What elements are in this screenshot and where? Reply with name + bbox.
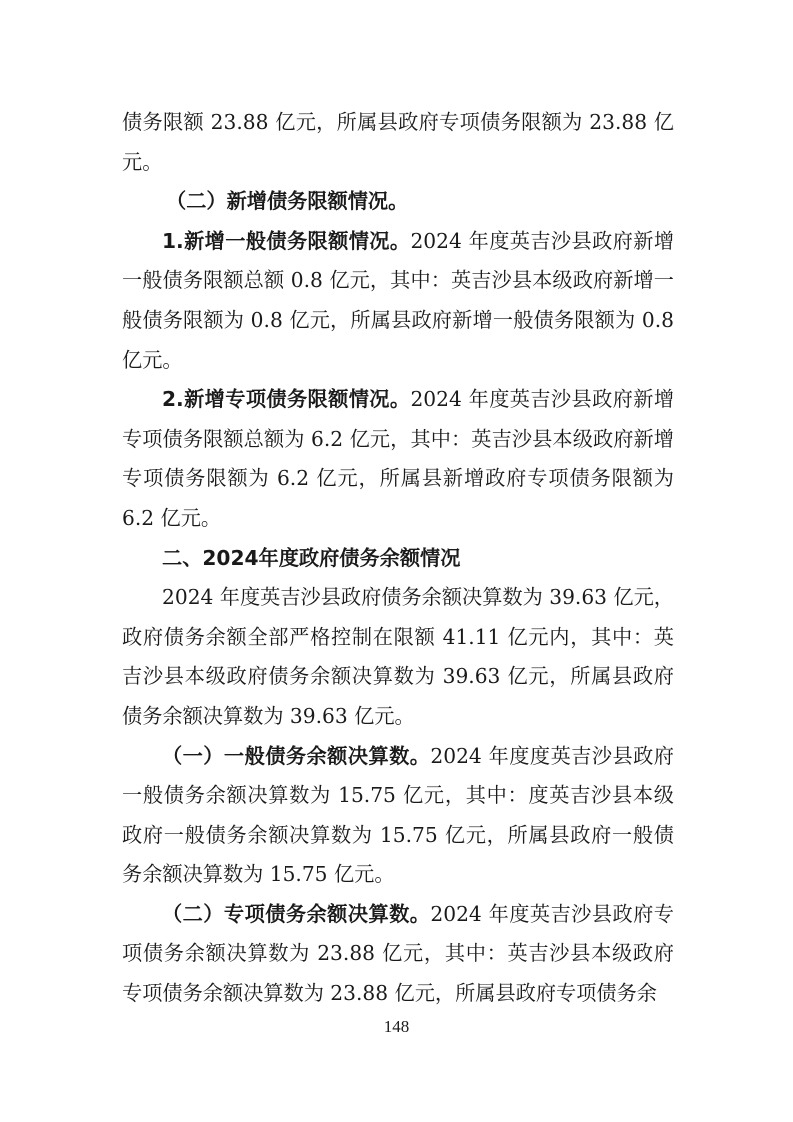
paragraph-lead: 1.新增一般债务限额情况。 <box>162 228 411 253</box>
paragraph-text: 债务限额 23.88 亿元，所属县政府专项债务限额为 23.88 亿元。 <box>122 110 674 174</box>
paragraph-new-general-debt <box>122 222 674 380</box>
paragraph-lead: 2.新增专项债务限额情况。 <box>162 387 411 412</box>
paragraph-text: 2024 年度度英吉沙县政府一般债务余额决算数为 15.75 亿元，其中：度英吉沙县本级政府一般债务余额决算数为 15.75 亿元，所属县政府一般债务余额决算数为 15.75 亿元。 <box>122 743 674 887</box>
paragraph-special-debt-balance <box>122 895 674 1014</box>
document-body <box>122 103 674 1014</box>
paragraph-text: 2024 年度英吉沙县政府新增一般债务限额总额 0.8 亿元，其中：英吉沙县本级政府新增一般债务限额为 0.8 亿元，所属县政府新增一般债务限额为 0.8 亿元。 <box>122 228 675 372</box>
page-number: 148 <box>383 1017 410 1036</box>
paragraph-lead: （一）一般债务余额决算数。 <box>162 743 431 768</box>
paragraph-new-special-debt <box>122 380 674 538</box>
paragraph-debt-balance <box>122 578 674 736</box>
section-heading: 二、2024年度政府债务余额情况 <box>162 545 461 570</box>
paragraph-text: 2024 年度英吉沙县政府新增专项债务限额总额为 6.2 亿元，其中：英吉沙县本级政府新增专项债务限额为 6.2 亿元，所属县新增政府专项债务限额为 6.2 亿元。 <box>122 387 675 530</box>
paragraph-lead: （二）新增债务限额情况。 <box>166 189 409 214</box>
paragraph-text: 2024 年度英吉沙县政府专项债务余额决算数为 23.88 亿元，其中：英吉沙县本级政府专项债务余额决算数为 23.88 亿元，所属县政府专项债务余 <box>122 901 674 1006</box>
section-heading-debt-balance <box>122 539 674 579</box>
paragraph-lead: （二）专项债务余额决算数。 <box>162 901 431 926</box>
heading-new-debt-limit <box>122 182 674 222</box>
paragraph-continuation <box>122 103 674 182</box>
paragraph-text: 2024 年度英吉沙县政府债务余额决算数为 39.63 亿元，政府债务余额全部严格控制在限额 41.11 亿元内，其中：英吉沙县本级政府债务余额决算数为 39.63 亿元，所属县政府债务余额决算数为 39.63 亿元。 <box>122 585 674 728</box>
paragraph-general-debt-balance <box>122 737 674 895</box>
